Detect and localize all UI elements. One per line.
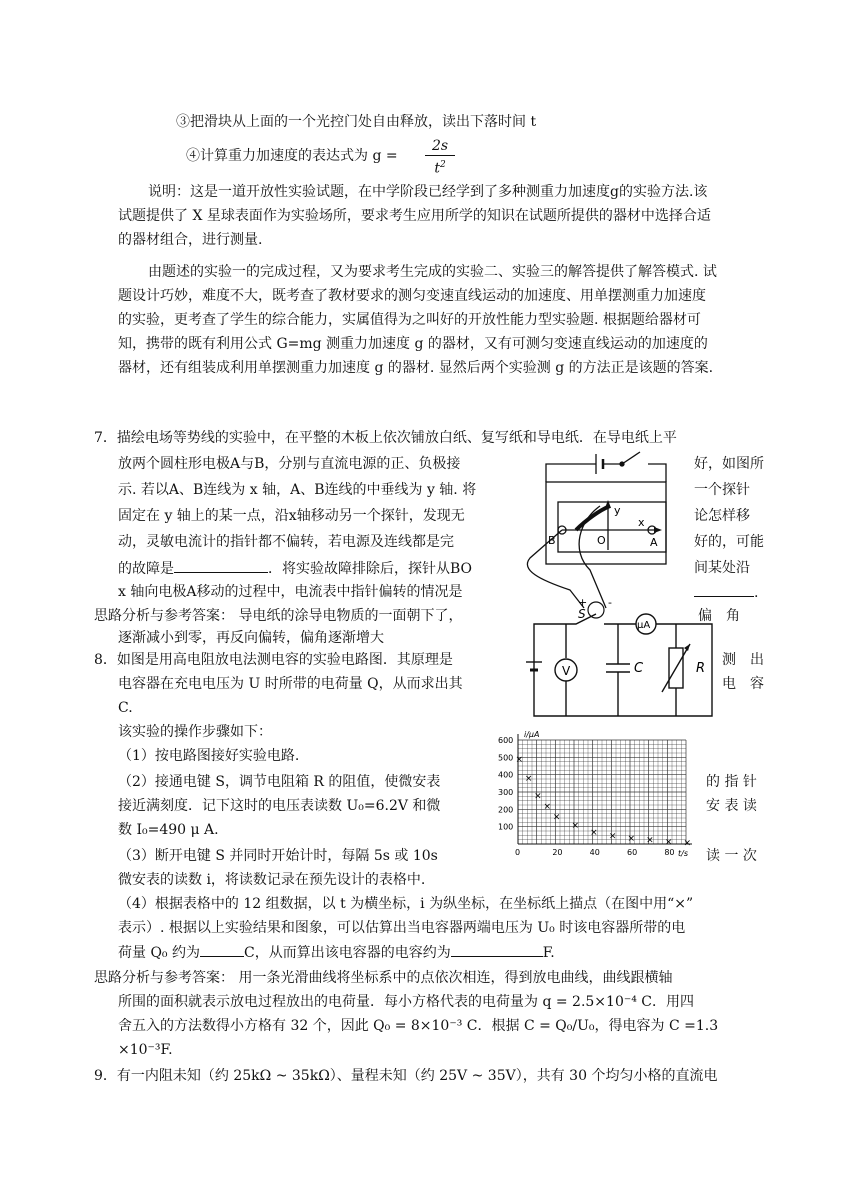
note-line-3: 的器材组合，进行测量.: [118, 232, 263, 248]
q7-line-2b: 好，如图所: [694, 456, 764, 472]
data-point: ×: [683, 838, 692, 849]
q8-line-5: （1）按电路图接好实验电路.: [118, 748, 300, 764]
fig-label-x: x: [638, 516, 645, 529]
q7-line-2a: 放两个圆柱形电极A与B，分别与直流电源的正、负极接: [118, 456, 461, 472]
note-line-1: 说明：这是一道开放性实验试题，在中学阶段已经学到了多种测重力加速度g的实验方法.该: [148, 184, 708, 200]
q8-answer-1: 思路分析与参考答案： 用一条光滑曲线将坐标系中的点依次相连，得到放电曲线，曲线跟横轴: [94, 970, 673, 986]
q8-line-13a: 荷量 Q₀ 约为: [118, 945, 200, 961]
q7-line-6a: 的故障是: [118, 561, 174, 577]
y-tick-label: 400: [498, 770, 514, 780]
data-point: ×: [543, 801, 552, 812]
q7-line-6d: 间某处沿: [694, 560, 750, 576]
circuit-label-V: V: [562, 664, 571, 678]
chart-ylabel: i/μA: [524, 730, 540, 739]
q8-line-9a: （3）断开电键 S 并同时开始计时，每隔 5s 或 10s: [118, 848, 438, 864]
q7-line-6c: ．将实验故障排除后，探针从BO: [268, 561, 473, 577]
chart-grid: [515, 740, 686, 844]
data-point: ×: [608, 831, 617, 842]
circuit-label-R: R: [696, 661, 706, 676]
data-point: ×: [664, 837, 673, 848]
q8-answer-4: ×10⁻³F.: [118, 1042, 173, 1058]
x-tick-label: 40: [589, 848, 600, 857]
y-tick-label: 600: [498, 736, 514, 745]
data-point: ×: [571, 820, 580, 831]
fig-label-B: B: [548, 534, 556, 547]
q8-line-1b: 测 出: [722, 652, 764, 668]
data-point: ×: [590, 827, 598, 838]
discharge-chart: [492, 728, 702, 862]
q8-circuit: [526, 604, 726, 730]
q7-line-5a: 动，灵敏电流计的指针都不偏转，若电源及连线都是完: [118, 534, 454, 550]
formula-denominator-exp: 2: [439, 160, 446, 170]
note-line-7: 知，携带的既有利用公式 G=mg 测重力加速度 g 的器材，又有可测匀变速直线运动的加速度的: [118, 336, 708, 352]
formula-fraction: [423, 138, 457, 177]
data-point: ×: [627, 833, 636, 844]
circuit-label-C: C: [634, 661, 644, 676]
q8-line-6b: 的 指 针: [706, 774, 757, 790]
q7-answer-b: 偏 角: [698, 608, 740, 624]
q7-line-7d: .: [754, 585, 759, 601]
q7-line-7c: [694, 582, 758, 603]
step-4-prefix: ④计算重力加速度的表达式为 g =: [186, 148, 398, 164]
circuit-label-S: S: [578, 607, 586, 621]
fig-label-plus: +: [578, 596, 588, 609]
data-point: ×: [646, 835, 654, 846]
q8-line-4: 该实验的操作步骤如下：: [118, 724, 272, 740]
q8-line-2b: 电 容: [722, 676, 764, 692]
q7-line-7a: x 轴向电极A移动的过程中，电流表中指针偏转的情况是: [118, 584, 463, 600]
q7-answer-a: 思路分析与参考答案： 导电纸的涂导电物质的一面朝下了，: [94, 608, 463, 624]
chart-axes: [515, 734, 692, 844]
data-point: ×: [524, 774, 533, 785]
y-tick-label: 100: [498, 822, 514, 832]
fig-label-A: A: [650, 536, 658, 549]
q7-deflection-blank: [694, 582, 754, 597]
q8-answer-2: 所围的面积就表示放电过程放出的电荷量．每小方格代表的电荷量为 q = 2.5×10⁻⁴ C．用四: [118, 994, 695, 1010]
step-3: ③把滑块从上面的一个光控门处自由释放，读出下落时间 t: [176, 114, 537, 130]
q9-line-1: 9．有一内阻未知（约 25kΩ ~ 35kΩ）、量程未知（约 25V ~ 35V），共有 30 个均匀小格的直流电: [94, 1068, 718, 1084]
q7-fault-blank: [174, 558, 268, 573]
q8-line-13b: C，从而算出该电容器的电容约为: [244, 945, 451, 961]
q8-answer-3: 舍五入的方法数得小方格有 32 个，因此 Q₀ = 8×10⁻³ C．根据 C = Q₀/U₀，得电容为 C =1.3: [118, 1018, 719, 1034]
q8-line-10: 微安表的读数 i，将读数记录在预先设计的表格中.: [118, 872, 426, 888]
q8-line-2a: 电容器在充电电压为 U 时所带的电荷量 Q，从而求出其: [118, 676, 463, 692]
fig-label-minus: -: [608, 596, 612, 609]
x-tick-label: 0: [515, 848, 521, 857]
q8-line-12: 表示）. 根据以上实验结果和图象，可以估算出当电容器两端电压为 U₀ 时该电容器所带的电: [118, 920, 686, 936]
q7-line-4b: 论怎样移: [694, 508, 750, 524]
note-line-6: 的实验，更考查了学生的综合能力，实属值得为之叫好的开放性能力型实验题. 根据题给器材可: [118, 312, 701, 328]
q7-line-6: [118, 558, 472, 579]
q8-line-3: C.: [118, 700, 133, 716]
q8-line-7a: 接近满刻度．记下这时的电压表读数 U₀=6.2V 和微: [118, 798, 441, 814]
rheostat-arrow-icon: [684, 644, 690, 651]
q7-line-3a: 示. 若以A、B连线为 x 轴，A、B连线的中垂线为 y 轴. 将: [118, 482, 477, 498]
q7-line-3b: 一个探针: [694, 482, 750, 498]
q8-capacitance-blank: [451, 942, 543, 957]
chart-xlabel: t/s: [678, 849, 688, 858]
q8-line-13c: F.: [542, 945, 555, 961]
q8-line-11: （4）根据表格中的 12 组数据，以 t 为横坐标，i 为纵坐标，在坐标纸上描点（在图中用“×”: [118, 896, 694, 912]
formula-numerator: 2s: [431, 138, 449, 154]
step-4: [186, 146, 398, 166]
q8-line-6a: （2）接通电键 S，调节电阻箱 R 的阻值，使微安表: [118, 774, 441, 790]
q7-answer-2: 逐渐减小到零，再反向偏转，偏角逐渐增大: [118, 630, 384, 646]
x-tick-label: 80: [664, 848, 675, 857]
q8-line-8: 数 I₀=490 μ A.: [118, 822, 219, 838]
q8-charge-blank: [200, 942, 244, 957]
y-tick-label: 200: [498, 805, 514, 815]
q7-line-1: 7．描绘电场等势线的实验中，在平整的木板上依次铺放白纸、复写纸和导电纸．在导电纸上平: [94, 430, 677, 446]
note-line-2: 试题提供了 X 星球表面作为实验场所，要求考生应用所学的知识在试题所提供的器材中选择合适: [118, 208, 711, 224]
q8-line-13: [118, 942, 555, 963]
q8-line-9b: 读 一 次: [706, 848, 757, 864]
q7-figure: [500, 440, 700, 620]
fig-label-y: y: [614, 504, 621, 517]
data-point: ×: [552, 812, 561, 823]
note-line-5: 题设计巧妙，难度不大，既考查了教材要求的测匀变速直线运动的加速度、用单摆测重力加速度: [118, 288, 706, 304]
y-tick-label: 500: [498, 753, 514, 763]
data-point: ×: [534, 791, 542, 802]
q8-line-7b: 安 表 读: [706, 798, 757, 814]
q7-line-5b: 好的，可能: [694, 534, 764, 550]
q7-line-4a: 固定在 y 轴上的某一点，沿x轴移动另一个探针，发现无: [118, 508, 465, 524]
note-line-4: 由题述的实验一的完成过程，又为要求考生完成的实验二、实验三的解答提供了解答模式. 试: [148, 264, 717, 280]
x-arrow-icon: [654, 527, 662, 533]
y-tick-label: 300: [498, 788, 514, 797]
formula-denominator: t: [434, 160, 440, 177]
x-tick-label: 60: [627, 848, 638, 857]
note-line-8: 器材，还有组装成利用单摆测重力加速度 g 的器材. 显然后两个实验测 g 的方法正是该题的答案.: [118, 360, 714, 376]
data-point: ×: [515, 755, 524, 766]
x-tick-label: 20: [552, 848, 563, 857]
y-arrow-icon: [605, 500, 611, 508]
q8-line-1a: 8．如图是用高电阻放电法测电容的实验电路图．其原理是: [94, 652, 453, 668]
circuit-label-uA: μA: [637, 620, 651, 631]
fig-label-O: O: [597, 534, 606, 547]
chart-points: [516, 755, 692, 848]
